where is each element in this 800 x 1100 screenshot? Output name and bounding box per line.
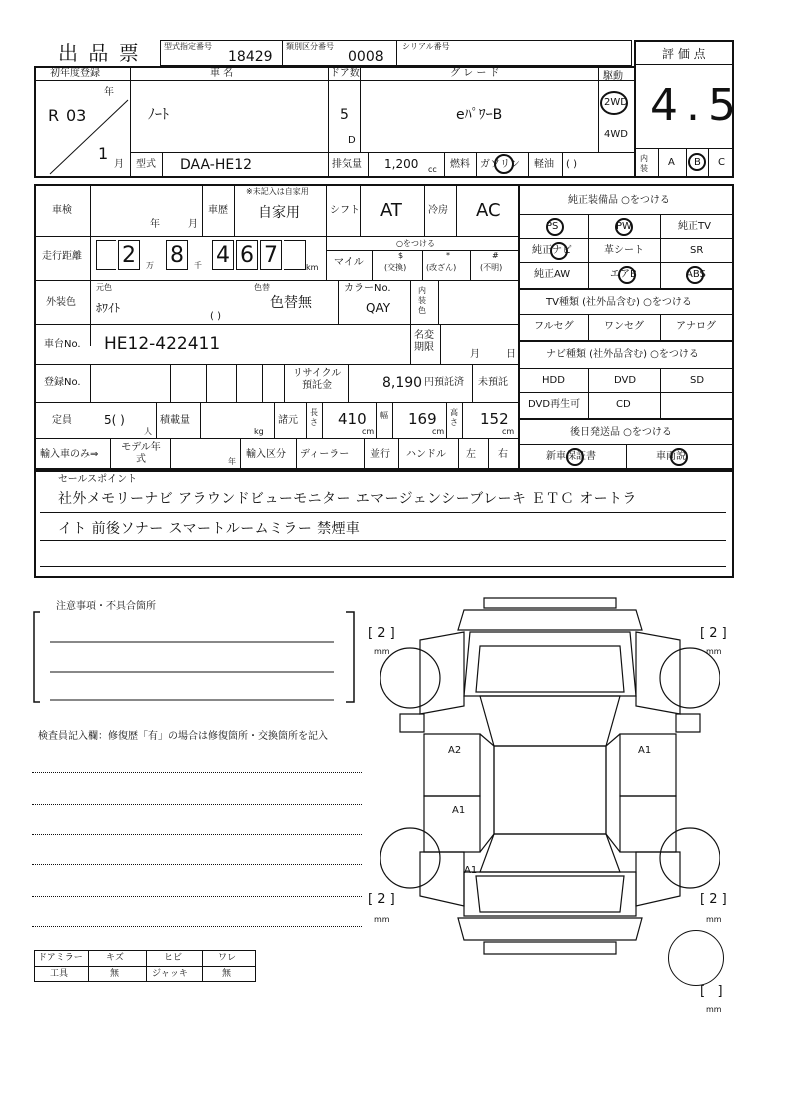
width-unit: cm [432, 427, 445, 436]
equipment-tv: 純正TV [678, 221, 711, 232]
mileage-digit-1: 2 [118, 240, 140, 270]
handle-label: ハンドル [406, 449, 446, 460]
import-class-label: 輸入区分 [246, 449, 286, 460]
displacement-label: 排気量 [332, 159, 362, 170]
tire-depth-rl: [ 2 ] [368, 892, 395, 907]
shift-label: シフト [330, 205, 360, 216]
later-warranty-circle [566, 448, 584, 466]
mileage-digit-3: 4 [212, 240, 234, 270]
equipment-aw: 純正AW [534, 269, 571, 280]
color-no-label: カラーNo. [344, 283, 391, 294]
equipment-ps-circle [546, 218, 564, 236]
damage-cell-0-2: ヒビ [164, 953, 183, 963]
inspection-month: 月 [188, 219, 198, 230]
interior-label: 内装 [640, 154, 648, 173]
displacement-value: 1,200 [384, 157, 419, 171]
height-unit: cm [502, 427, 515, 436]
import-label: 輸入車のみ⇒ [40, 449, 99, 460]
color-no: QAY [366, 301, 391, 315]
fuel-gasoline: ガソリン [480, 159, 520, 170]
mileage-exchange-sym: $ [398, 251, 404, 260]
load-unit: kg [254, 427, 264, 436]
repaint-paren: ( ) [210, 311, 221, 322]
tv-analog: アナログ [676, 321, 716, 332]
damage-cell-1-3: 無 [222, 969, 232, 979]
tv-fullseg: フルセグ [534, 321, 574, 332]
capacity-unit: 人 [144, 427, 152, 436]
later-title: 後日発送品 ○をつける [570, 427, 672, 438]
score-value: 4.5 [650, 80, 744, 131]
parallel: 並行 [370, 449, 390, 460]
tire-depth-fr: [ 2 ] [700, 626, 727, 641]
length-label: 長さ [310, 408, 318, 427]
tire-depth-fl-unit: mm [374, 647, 390, 656]
mileage-km: km [306, 263, 319, 272]
damage-cell-1-2: ジャッキ [152, 969, 188, 979]
grade-label: グ レ ー ド [450, 68, 500, 79]
interior-grade-b: B [694, 157, 701, 168]
drive-2wd: 2WD [604, 97, 628, 108]
door-count: 5 [340, 107, 349, 123]
damage-mark-a1-door: A1 [452, 805, 466, 816]
ac-label: 冷房 [428, 205, 448, 216]
equipment-pw: PW [616, 221, 632, 232]
handle-right: 右 [498, 449, 508, 460]
model-value: DAA-HE12 [180, 157, 253, 173]
equipment-navi-circle [550, 242, 568, 260]
inspector-label: 検査員記入欄：修復歴「有」の場合は修復箇所・交換箇所を記入 [38, 731, 328, 742]
name-change-label: 名変期限 [414, 330, 434, 353]
mileage-digit-blank-2 [284, 240, 306, 270]
tire-depth-fr-unit: mm [706, 647, 722, 656]
first-reg-year: 03 [66, 106, 87, 125]
mileage-digit-blank [96, 240, 116, 270]
recycle-label: リサイクル預託金 [292, 368, 342, 391]
class-number-label: 類別区分番号 [286, 42, 334, 51]
car-name-label: 車 名 [210, 68, 234, 79]
equipment-title: 純正装備品 ○をつける [568, 195, 670, 206]
inspection-year: 年 [150, 219, 160, 230]
name-change-day: 日 [506, 349, 516, 360]
later-manual-circle [670, 448, 688, 466]
not-deposited: 未預託 [478, 377, 508, 388]
damage-cell-1-1: 無 [110, 969, 120, 979]
first-reg-month-unit: 月 [114, 159, 124, 170]
score-label: 評 価 点 [662, 47, 706, 61]
ac-value: AC [476, 200, 501, 221]
navi-hdd: HDD [542, 375, 565, 386]
recycle-unit: 円預託済 [424, 377, 464, 388]
width-value: 169 [408, 410, 437, 428]
dealer: ディーラー [300, 449, 350, 460]
tv-title: TV種類 (社外品含む) ○をつける [546, 297, 692, 308]
drive-label: 駆動 [603, 71, 623, 82]
mileage-unknown: (不明) [480, 263, 503, 272]
height-label: 高さ [450, 408, 458, 427]
model-label: 型式 [136, 159, 156, 170]
sales-point-line2: イト 前後ソナー スマートルームミラー 禁煙車 [58, 521, 361, 537]
damage-mark-a1-rear: A1 [464, 865, 478, 876]
exterior-label: 外装色 [46, 297, 76, 308]
history-value: 自家用 [258, 205, 300, 221]
car-name: ﾉｰﾄ [148, 107, 169, 123]
door-label: ドア数 [330, 68, 360, 79]
equipment-airbag-circle [618, 266, 636, 284]
door-type: D [348, 135, 356, 146]
handle-left: 左 [466, 449, 476, 460]
mileage-sen: 千 [194, 261, 202, 270]
equipment-abs-circle [686, 266, 704, 284]
mileage-mile: マイル [334, 257, 364, 268]
equipment-airbag: エアB [610, 269, 637, 280]
class-number: 0008 [348, 49, 384, 65]
tire-depth-spare-unit: mm [706, 1005, 722, 1014]
later-warranty: 新車保証書 [546, 451, 596, 462]
tire-depth-rl-unit: mm [374, 915, 390, 924]
mileage-man: 万 [146, 261, 154, 270]
length-unit: cm [362, 427, 375, 436]
mileage-digit-4: 6 [236, 240, 258, 270]
mileage-digit-5: 7 [260, 240, 282, 270]
width-label: 幅 [380, 411, 388, 420]
grade-value: eﾊﾟﾜｰB [456, 107, 503, 123]
chassis-label: 車台No. [44, 339, 81, 350]
equipment-pw-circle [615, 218, 633, 236]
damage-cell-0-1: キズ [106, 953, 124, 963]
form-title: 出 品 票 [58, 41, 141, 65]
tv-oneseg: ワンセグ [604, 321, 644, 332]
capacity-value: 5( ) [104, 413, 125, 427]
model-year-label: モデル年式 [121, 442, 161, 465]
damage-cell-0-3: ワレ [218, 953, 237, 963]
tire-depth-rr: [ 2 ] [700, 892, 727, 907]
mileage-tamper: (改ざん) [426, 263, 457, 272]
sales-point-label: セールスポイント [58, 474, 138, 485]
equipment-navi: 純正ナビ [532, 245, 572, 256]
inspection-label: 車検 [52, 205, 72, 216]
load-label: 積載量 [160, 415, 190, 426]
model-year-unit: 年 [228, 457, 236, 466]
fuel-other: ( ) [566, 159, 577, 170]
first-reg-year-unit: 年 [104, 87, 114, 98]
mileage-tamper-sym: * [446, 251, 450, 260]
first-reg-month: 1 [98, 144, 109, 163]
serial-label: シリアル番号 [402, 42, 450, 51]
capacity-label: 定員 [52, 415, 72, 426]
navi-title: ナビ種類 (社外品含む) ○をつける [546, 349, 699, 360]
damage-cell-1-0: 工具 [50, 969, 69, 979]
dims-label: 諸元 [278, 415, 298, 426]
orig-color: ﾎﾜｲﾄ [96, 301, 121, 315]
history-label: 車歴 [208, 205, 228, 216]
tire-depth-rr-unit: mm [706, 915, 722, 924]
equipment-sr: SR [690, 245, 704, 256]
caution-bracket [30, 606, 360, 708]
tire-depth-fl: [ 2 ] [368, 626, 395, 641]
interior-grade-a: A [668, 157, 675, 168]
equipment-leather: 革シート [604, 245, 644, 256]
length-value: 410 [338, 410, 367, 428]
type-number-label: 型式指定番号 [164, 42, 212, 51]
repaint-value: 色替無 [270, 295, 312, 311]
mileage-unknown-sym: # [492, 251, 499, 260]
reg-no-label: 登録No. [44, 377, 81, 388]
car-diagram [380, 596, 720, 976]
navi-sd: SD [690, 375, 705, 386]
equipment-abs: ABS [686, 269, 706, 280]
navi-dvd-play: DVD再生可 [528, 399, 581, 410]
drive-4wd: 4WD [604, 129, 628, 140]
orig-color-label: 元色 [96, 283, 112, 292]
equipment-ps: PS [546, 221, 559, 232]
interior-grade-b-circle [688, 153, 706, 171]
mileage-circle-note: ○をつける [396, 239, 435, 248]
type-number: 18429 [228, 49, 273, 65]
fuel-gasoline-circle [494, 154, 514, 174]
mileage-digit-2: 8 [166, 240, 188, 270]
interior-color-label: 内装色 [418, 286, 426, 315]
fuel-diesel: 軽油 [534, 159, 554, 170]
caution-label: 注意事項・不具合箇所 [56, 601, 156, 612]
spare-tire [668, 930, 724, 986]
first-reg-label: 初年度登録 [50, 68, 100, 79]
tire-depth-spare: [ ] [700, 984, 723, 999]
history-note: ※未記入は自家用 [246, 187, 309, 196]
name-change-month: 月 [470, 349, 480, 360]
damage-cell-0-0: ドアミラー [38, 953, 83, 963]
displacement-unit: cc [428, 165, 437, 174]
navi-dvd: DVD [614, 375, 637, 386]
interior-grade-c: C [718, 157, 725, 168]
first-reg-era: R [48, 106, 60, 125]
height-value: 152 [480, 410, 509, 428]
drive-2wd-circle [600, 91, 628, 115]
fuel-label: 燃料 [450, 159, 470, 170]
damage-mark-a2: A2 [448, 745, 462, 756]
recycle-value: 8,190 [382, 375, 423, 391]
mileage-label: 走行距離 [42, 251, 82, 262]
navi-cd: CD [616, 399, 631, 410]
later-manual: 車両説 [656, 451, 686, 462]
mileage-exchange: (交換) [384, 263, 407, 272]
damage-mark-a1-right: A1 [638, 745, 652, 756]
chassis-value: HE12-422411 [104, 334, 221, 354]
repaint-label: 色替 [254, 283, 270, 292]
sales-point-line1: 社外メモリーナビ アラウンドビューモニター エマージェンシーブレーキ ＥＴＣ オートラ [58, 491, 637, 507]
shift-value: AT [380, 200, 402, 221]
